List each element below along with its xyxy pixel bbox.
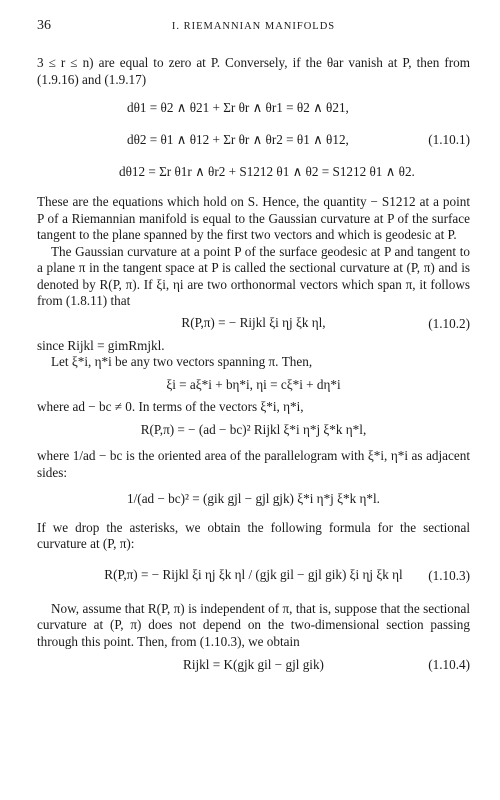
paragraph-4a: since Rijkl = gimRmjkl. — [37, 337, 165, 353]
eq1-number: (1.10.1) — [428, 132, 470, 147]
paragraph-2: These are the equations which hold on S. Hence, the quantity − S1212 at a point P of a Riemannian manifold is equal to the Gaussian curvature at P of the surface tangent to the plane spanned by the first two vectors and which is geodesic at P. — [37, 194, 470, 242]
paragraph-3: The Gaussian curvature at a point P of the surface geodesic at P and tangent to a plane π in the tangent space at P is called the sectional curvature at (P, π) and is denoted by R(P, π). If ξi, ηi are two orthonormal vectors which span π, it follows from (1.8.11) that — [37, 243, 470, 308]
equation-1.10.4 — [37, 656, 470, 674]
page-body — [37, 55, 470, 674]
paragraph-1: 3 ≤ r ≤ n) are equal to zero at P. Conversely, if the θar vanish at P, then from (1.9.16) and (1.9.17) — [37, 55, 470, 87]
paragraph-8: Now, assume that R(P, π) is independent of π, that is, suppose that the sectional curvature at (P, π) does not depend on the two-dimensional section passing through this point. Then, from (1.10.3), we obtain — [37, 600, 470, 649]
eq1-line1: dθ1 = θ2 ∧ θ21 + Σr θr ∧ θr1 = θ2 ∧ θ21, — [127, 100, 349, 115]
eq4-number: (1.10.4) — [428, 656, 470, 672]
eq2-number: (1.10.2) — [428, 315, 470, 331]
equation-curvature-transformed: R(P,π) = − (ad − bc)² Rijkl ξ*i η*j ξ*k η*l, — [140, 421, 367, 437]
eq2-content: R(P,π) = − Rijkl ξi ηj ξk ηl, — [181, 315, 326, 331]
paragraph-4b: Let ξ*i, η*i be any two vectors spanning π. Then, — [51, 354, 313, 369]
eq3-number: (1.10.3) — [428, 567, 470, 583]
paragraph-6: where 1/ad − bc is the oriented area of the parallelogram with ξ*i, η*i as adjacent sides: — [37, 448, 470, 480]
page-header — [37, 18, 470, 36]
equation-1.10.2 — [37, 315, 470, 333]
eq3-content: R(P,π) = − Rijkl ξi ηj ξk ηl / (gjk gil − gjl gik) ξi ηj ξk ηl — [104, 567, 403, 583]
paragraph-5: where ad − bc ≠ 0. In terms of the vectors ξ*i, η*i, — [37, 399, 304, 414]
equation-1.10.3 — [37, 561, 470, 591]
eq4-content: Rijkl = K(gjk gil − gjl gik) — [183, 656, 324, 672]
equation-1.10.1 — [37, 94, 470, 188]
eq1-line3: dθ12 = Σr θ1r ∧ θr2 + S1212 θ1 ∧ θ2 = S1212 θ1 ∧ θ2. — [119, 164, 415, 179]
equation-change-of-basis: ξi = aξ*i + bη*i, ηi = cξ*i + dη*i — [166, 376, 341, 392]
paragraph-7: If we drop the asterisks, we obtain the following formula for the sectional curvature at (P, π): — [37, 519, 470, 551]
eq1-line2: dθ2 = θ1 ∧ θ12 + Σr θr ∧ θr2 = θ1 ∧ θ12, — [127, 132, 349, 147]
page-number: 36 — [37, 18, 51, 33]
equation-area: 1/(ad − bc)² = (gik gjl − gjl gjk) ξ*i η*j ξ*k η*l. — [127, 491, 380, 506]
running-head: I. RIEMANNIAN MANIFOLDS — [171, 21, 336, 32]
